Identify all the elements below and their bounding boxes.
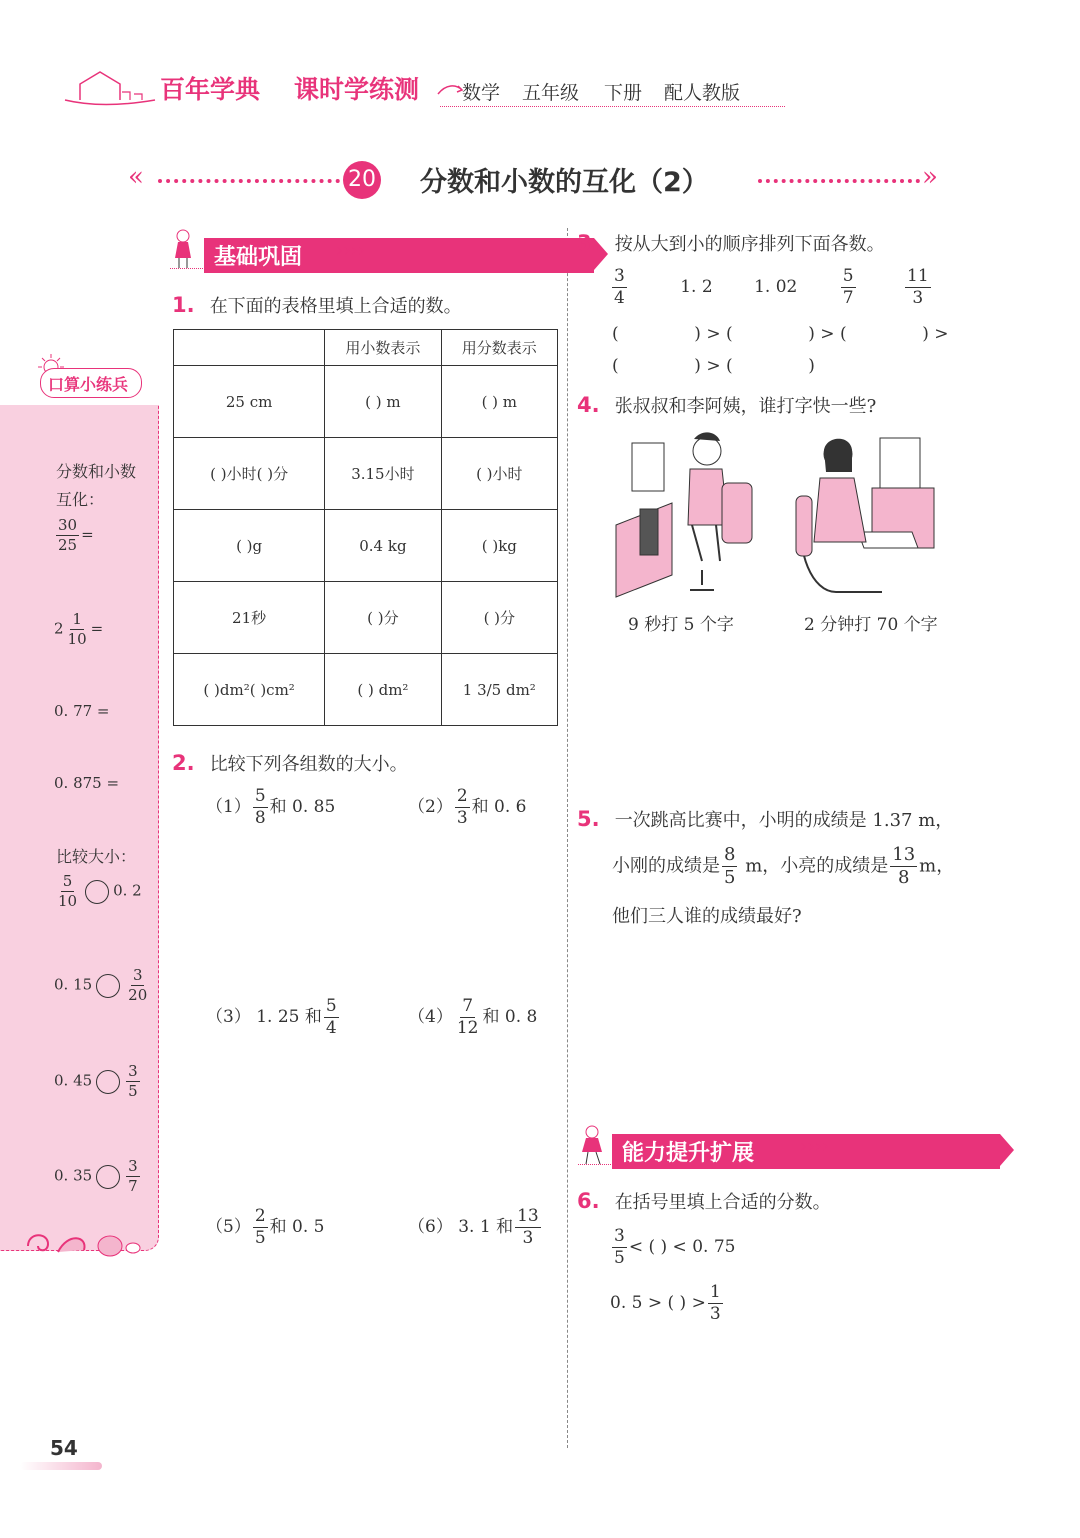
lesson-title: 分数和小数的互化（2） — [420, 167, 709, 198]
chevrons-icon: ›››› — [336, 240, 365, 261]
right-chevron-icon: » — [922, 162, 938, 192]
q2-item-6: （6） 3. 1 和 $\frac{13}{3}$ — [408, 1206, 539, 1248]
q3-stem — [577, 230, 885, 256]
table-cell[interactable]: ( )dm²( )cm² — [174, 654, 325, 726]
q5-stem — [577, 806, 953, 832]
q3-numbers — [610, 268, 950, 307]
compare-circle[interactable] — [96, 1070, 120, 1094]
sidebar-item-2: 2 $\frac{1}{10}$ = — [54, 610, 104, 648]
sidebar-compare-1: $\frac{5}{10}$ 0. 2 — [58, 872, 142, 910]
girl-icon — [170, 228, 196, 270]
house-logo-icon — [60, 66, 160, 110]
table-cell: 25 cm — [174, 366, 325, 438]
man-typing-illustration — [612, 425, 762, 605]
left-dots — [158, 179, 348, 183]
grade: 五年级 — [522, 82, 580, 104]
header — [60, 66, 790, 116]
woman-typing-illustration — [792, 432, 942, 602]
table-cell[interactable]: ( )分 — [441, 582, 557, 654]
compare-circle[interactable] — [96, 1165, 120, 1189]
table-header: 用分数表示 — [441, 330, 557, 366]
left-chevron-icon: « — [128, 162, 144, 192]
sidebar-item-4: 0. 875 = — [54, 774, 120, 792]
q6-inequality-1[interactable]: $\frac{3}{5}$ < ( ) < 0. 75 — [614, 1226, 736, 1268]
page-number-bar — [20, 1462, 102, 1470]
q5-number: 5. — [577, 807, 600, 831]
girl-icon — [578, 1124, 606, 1166]
q2-item-5: （5） $\frac{2}{5}$ 和 0. 5 — [206, 1206, 325, 1248]
sidebar-topic1: 分数和小数互化： — [56, 462, 137, 509]
compare-circle[interactable] — [96, 974, 120, 998]
sidebar-compare-4: 0. 35 $\frac{3}{7}$ — [54, 1157, 138, 1195]
table-cell[interactable]: ( )小时 — [441, 438, 557, 510]
page-number: 54 — [50, 1436, 78, 1460]
table-cell: 1 3/5 dm² — [441, 654, 557, 726]
sidebar-item-1: $\frac{30}{25}$ = — [58, 516, 94, 554]
q1-text: 在下面的表格里填上合适的数。 — [209, 296, 462, 317]
lesson-number-badge — [343, 161, 381, 199]
q4-stem — [577, 392, 876, 418]
advanced-section-header — [578, 1124, 966, 1168]
q3-number-item: 1. 2 — [680, 277, 713, 297]
q4-number: 4. — [577, 393, 600, 417]
q6-text: 在括号里填上合适的分数。 — [614, 1192, 831, 1213]
basic-section-header — [170, 228, 560, 272]
sidebar-title-badge — [36, 360, 146, 404]
q3-number-item: 1. 02 — [754, 277, 798, 297]
table-cell: 21秒 — [174, 582, 325, 654]
q4-caption-1: 9 秒打 5 个字 — [628, 615, 734, 635]
advanced-section-rule — [578, 1164, 963, 1165]
q3-answer-line-2[interactable]: ( ) > ( ) — [612, 356, 815, 376]
volume: 下册 — [604, 82, 643, 104]
table-cell[interactable]: ( ) m — [325, 366, 441, 438]
q2-item-3: （3） 1. 25 和 $\frac{5}{4}$ — [206, 996, 337, 1038]
q1-table — [173, 329, 558, 726]
basic-section-rule — [170, 268, 555, 269]
q6-stem — [577, 1188, 831, 1214]
advanced-section-tag: 能力提升扩展 — [612, 1134, 1000, 1169]
q2-number: 2. — [172, 751, 195, 775]
q4-text: 张叔叔和李阿姨，谁打字快一些? — [614, 396, 877, 417]
q3-number-item: $\frac{5}{7}$ — [842, 266, 854, 308]
chevrons-icon: ›››› — [800, 1136, 829, 1157]
compare-circle[interactable] — [85, 880, 109, 904]
table-cell[interactable]: ( )小时( )分 — [174, 438, 325, 510]
table-cell[interactable]: ( )g — [174, 510, 325, 582]
lesson-title-bar — [128, 160, 952, 200]
q1-number: 1. — [172, 293, 195, 317]
q3-text: 按从大到小的顺序排列下面各数。 — [614, 234, 885, 255]
column-divider — [567, 228, 568, 1448]
q5-line-2: 小刚的成绩是 $\frac{8}{5}$ m，小亮的成绩是 $\frac{13}{8}$ m， — [612, 844, 955, 888]
brand-name: 百年学典 — [160, 75, 261, 104]
table-cell: 0.4 kg — [325, 510, 441, 582]
q1-stem — [172, 292, 462, 318]
q5-line-1: 一次跳高比赛中，小明的成绩是 1.37 m， — [614, 810, 954, 831]
table-header: 用小数表示 — [325, 330, 441, 366]
q3-answer-line-1[interactable]: ( ) > ( ) > ( ) > — [612, 324, 949, 344]
lesson-number: 20 — [348, 167, 376, 192]
q3-number-item: $\frac{11}{3}$ — [907, 266, 929, 308]
sidebar-item-3: 0. 77 = — [54, 702, 110, 720]
subject: 数学 — [462, 82, 501, 104]
q3-number: 3. — [577, 231, 600, 255]
q2-text: 比较下列各组数的大小。 — [209, 754, 408, 775]
right-dots — [758, 179, 920, 183]
series-name: 课时学练测 — [294, 75, 420, 104]
edition: 配人教版 — [664, 82, 741, 104]
q2-item-4: （4） $\frac{7}{12}$ 和 0. 8 — [408, 996, 538, 1038]
sidebar-compare-2: 0. 15 $\frac{3}{20}$ — [54, 966, 148, 1004]
q2-item-2: （2） $\frac{2}{3}$ 和 0. 6 — [408, 786, 527, 828]
sidebar-title: 口算小练兵 — [48, 375, 129, 394]
table-cell[interactable]: ( ) m — [441, 366, 557, 438]
table-header — [174, 330, 325, 366]
table-cell: 3.15小时 — [325, 438, 441, 510]
arrow-icon — [436, 80, 464, 100]
q2-stem — [172, 750, 408, 776]
table-cell[interactable]: ( )分 — [325, 582, 441, 654]
table-cell[interactable]: ( )kg — [441, 510, 557, 582]
q6-inequality-2[interactable]: 0. 5 > ( ) > $\frac{1}{3}$ — [610, 1282, 721, 1324]
q5-line-3: 他们三人谁的成绩最好? — [612, 906, 802, 927]
swirl-decoration-icon — [18, 1222, 148, 1266]
table-cell[interactable]: ( ) dm² — [325, 654, 441, 726]
q4-caption-2: 2 分钟打 70 个字 — [804, 615, 938, 635]
header-divider — [440, 106, 785, 107]
q2-item-1: （1） $\frac{5}{8}$ 和 0. 85 — [206, 786, 336, 828]
sidebar-topic2: 比较大小： — [56, 847, 137, 866]
q6-number: 6. — [577, 1189, 600, 1213]
basic-section-tag: 基础巩固 — [204, 238, 594, 273]
q3-number-item: $\frac{3}{4}$ — [614, 266, 625, 308]
sidebar-compare-3: 0. 45 $\frac{3}{5}$ — [54, 1062, 138, 1100]
